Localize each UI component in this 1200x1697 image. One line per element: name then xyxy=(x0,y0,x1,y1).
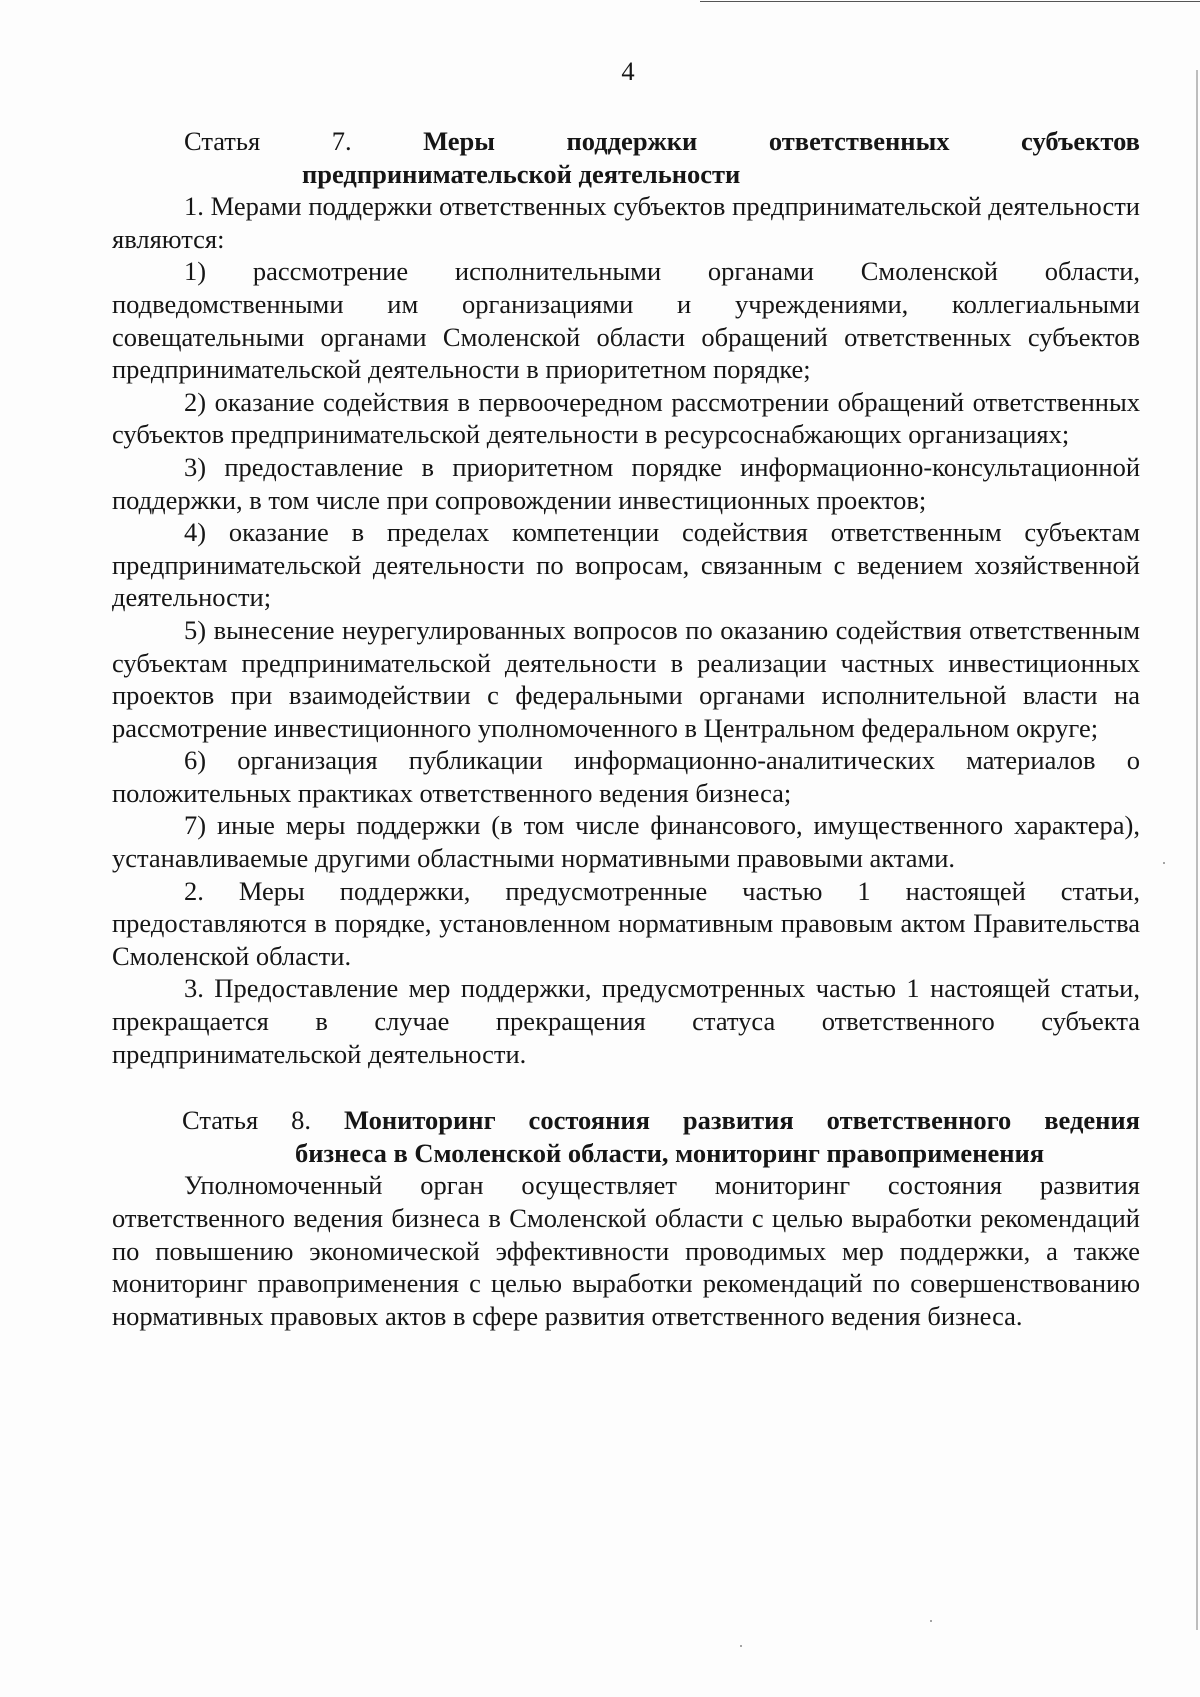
page-number: 4 xyxy=(621,56,635,86)
article-paragraphs xyxy=(112,1169,1140,1332)
scan-edge-line xyxy=(1196,70,1198,1630)
paragraph: Уполномоченный орган осуществляет мониторинг состояния развития ответственного ведения бизнеса в Смоленской области с целью выработки рекомендаций по повышению экономической эффективности проводимых мер поддержки, а также мониторинг правоприменения с целью выработки рекомендаций по совершенствованию нормативных правовых актов в сфере развития ответственного ведения бизнеса. xyxy=(112,1170,1140,1331)
paragraph: 6) организация публикации информационно-аналитических материалов о положительных практиках ответственного ведения бизнеса; xyxy=(112,745,1140,808)
scan-speck xyxy=(740,1645,742,1647)
paragraph: 3. Предоставление мер поддержки, предусмотренных частью 1 настоящей статьи, прекращается в случае прекращения статуса ответственного субъекта предпринимательской деятельности. xyxy=(112,973,1140,1069)
paragraph: 1. Мерами поддержки ответственных субъектов предпринимательской деятельности являются: xyxy=(112,191,1140,254)
article-7 xyxy=(112,125,1140,1070)
paragraph: 7) иные меры поддержки (в том числе финансового, имущественного характера), устанавливаемые другими областными нормативными правовыми актами. xyxy=(112,810,1140,874)
article-heading xyxy=(112,1104,1140,1137)
scan-speck xyxy=(930,1620,932,1622)
article-title-continued: предпринимательской деятельности xyxy=(302,158,741,189)
article-title: Меры поддержки ответственных субъектов xyxy=(423,126,1140,156)
scan-speck xyxy=(1163,862,1165,864)
paragraph: 2. Меры поддержки, предусмотренные частью 1 настоящей статьи, предоставляются в порядке, установленном нормативным правовым актом Правительства Смоленской области. xyxy=(112,875,1140,971)
paragraph: 4) оказание в пределах компетенции содействия ответственным субъектам предпринимательской деятельности по вопросам, связанным с ведением хозяйственной деятельности; xyxy=(112,517,1140,613)
paragraph: 5) вынесение неурегулированных вопросов по оказанию содействия ответственным субъектам предпринимательской деятельности в реализации частных инвестиционных проектов при взаимодействии с федеральными органами исполнительной власти на рассмотрение инвестиционного уполномоченного в Центральном федеральном округе; xyxy=(112,614,1140,743)
article-title-continued: бизнеса в Смоленской области, мониторинг правоприменения xyxy=(295,1137,1045,1168)
document-body xyxy=(112,125,1140,1332)
article-heading xyxy=(112,125,1140,158)
article-8 xyxy=(112,1104,1140,1332)
article-paragraphs xyxy=(112,190,1140,1070)
article-label: Статья 8. xyxy=(182,1105,311,1136)
paragraph: 3) предоставление в приоритетном порядке информационно-консультационной поддержки, в том числе при сопровождении инвестиционных проектов; xyxy=(112,451,1140,515)
paragraph: 2) оказание содействия в первоочередном рассмотрении обращений ответственных субъектов предпринимательской деятельности в ресурсоснабжающих организациях; xyxy=(112,386,1140,450)
scan-edge-line xyxy=(700,1,1200,2)
article-title: Мониторинг состояния развития ответственного ведения xyxy=(343,1105,1140,1136)
article-label: Статья 7. xyxy=(184,126,352,156)
paragraph: 1) рассмотрение исполнительными органами Смоленской области, подведомственными им организациями и учреждениями, коллегиальными совещательными органами Смоленской области обращений ответственных субъектов предпринимательской деятельности в приоритетном порядке; xyxy=(112,256,1140,385)
